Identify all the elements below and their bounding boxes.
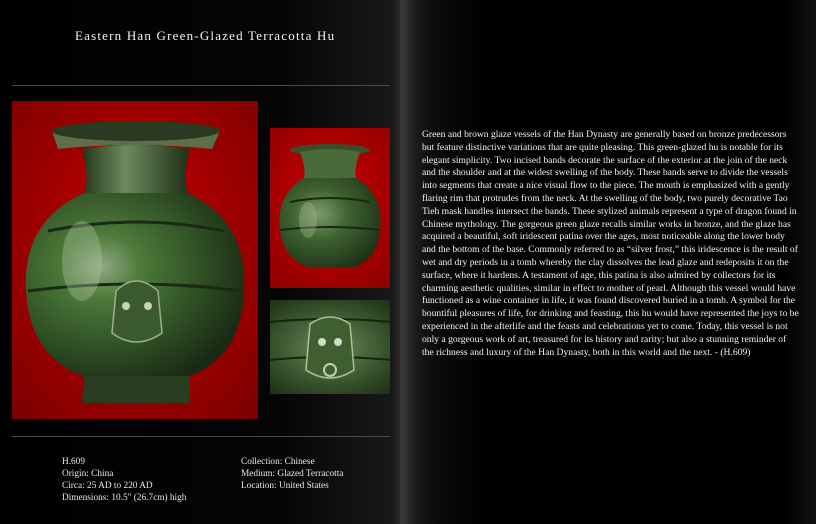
vessel-side-view-photo	[270, 128, 390, 288]
details-right	[241, 456, 343, 492]
circa: Circa: 25 AD to 220 AD	[62, 481, 153, 492]
page-title: Eastern Han Green-Glazed Terracotta Hu	[75, 28, 336, 43]
mask-handle-detail-photo	[270, 300, 390, 394]
top-divider	[12, 85, 390, 86]
location: Location: United States	[241, 481, 329, 492]
hu-vessel-image	[12, 101, 258, 419]
medium: Medium: Glazed Terracotta	[241, 469, 344, 480]
main-vessel-photo	[12, 101, 258, 419]
bottom-divider	[12, 436, 390, 437]
tao-tieh-mask-image	[270, 300, 390, 394]
item-id: H.609	[62, 457, 85, 467]
dimensions: Dimensions: 10.5" (26.7cm) high	[62, 493, 187, 504]
origin: Origin: China	[62, 469, 114, 480]
details-left	[62, 456, 186, 504]
vessel-description: Green and brown glaze vessels of the Han Dynasty are generally based on bronze predecessors but feature distinctive variations that are quite pleasing. This green-glazed hu is notable for its elegant simplicity. Two incised bands decorate the surface of the exterior at the join of the neck and the shoulder and at the widest swelling of the body. These bands serve to divide the vessels into segments that create a nice visual flow to the piece. The mouth is emphasized with a gently flaring rim that protrudes from the neck. At the swelling of the body, two purely decorative Tao Tieh mask handles intersect the bands. These stylized animals represent a type of dragon found in Chinese mythology. The gorgeous green glaze recalls similar works in bronze, and the glaze has acquired a beautiful, soft iridescent patina over the ages, most noticeable along the lower body and the bottom of the base. Commonly referred to as “silver frost,” this iridescence is the result of wet and dry periods in a tomb whereby the clay dissolves the lead glaze and redeposits it on the surface, where it hardens. A testament of age, this patina is also admired by collectors for its charming aesthetic qualities, similar in effect to mother of pearl. Although this vessel would have functioned as a wine container in life, it was found discovered buried in a tomb. A symbol for the bountiful pleasures of life, for drinking and feasting, this hu would have represented the joys to be experienced in the afterlife and the feasts and celebrations yet to come. Today, this vessel is not only a gorgeous work of art, treasured for its history and rarity; but also a stunning reminder of the richness and luxury of the Han Dynasty, both in this world and the next. - (H.609)	[422, 129, 799, 358]
hu-side-image	[270, 128, 390, 288]
book-spine	[392, 0, 414, 524]
collection: Collection: Chinese	[241, 457, 315, 467]
